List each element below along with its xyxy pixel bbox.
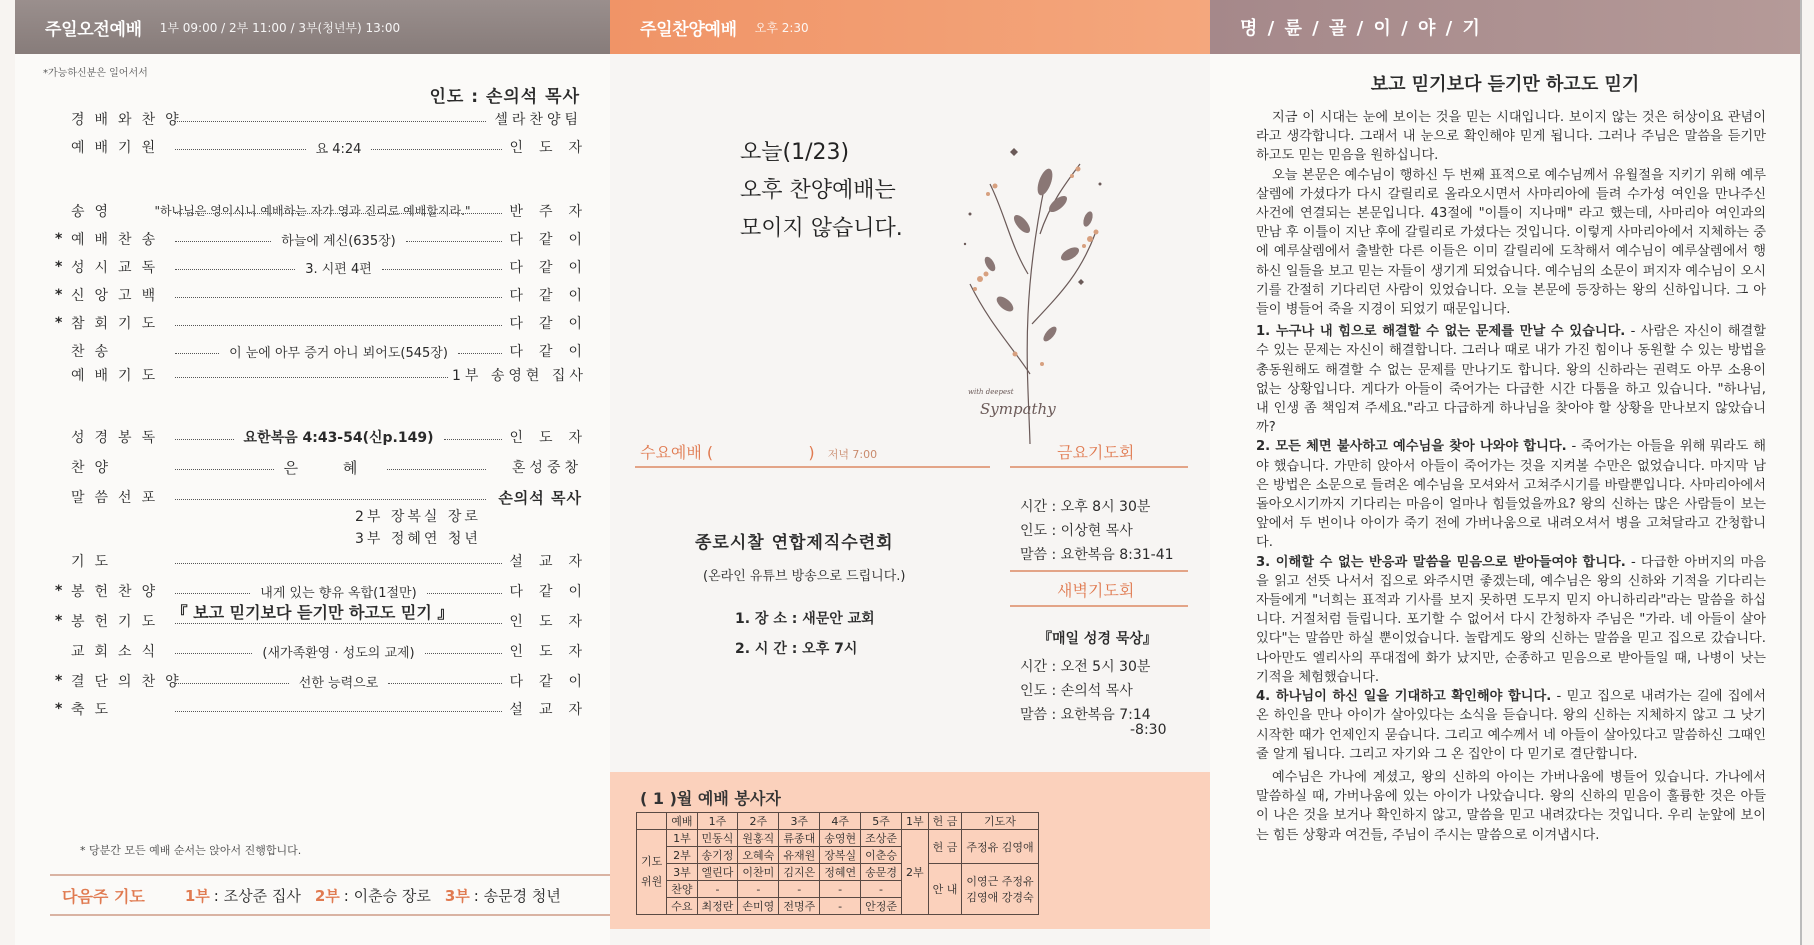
volunteer-service: 2부 [667,847,697,864]
point-2-head: 2. 모든 체면 불사하고 예수님을 찾아 나와야 합니다. [1256,439,1567,455]
leader-dots [175,439,234,440]
volunteer-name: 안정준 [861,898,902,915]
order-detail: 은 혜 [283,458,378,477]
order-item: 신앙고백 [71,288,166,304]
order-row [55,550,598,572]
order-row [55,364,587,386]
order-person: 인도자 [509,430,599,446]
morning-title: 주일오전예배 [45,19,142,40]
volunteer-col-head: 헌 금 [928,813,962,830]
praise-time: 오후 2:30 [754,20,809,35]
prayer-2: 2부 장복실 장로 [355,509,481,525]
standing-mark: * [55,315,63,331]
leader-dots [175,377,448,378]
wednesday-head [640,440,877,463]
order-person: 인도자 [509,140,599,156]
order-row [55,136,599,158]
point-4-head: 4. 하나님이 하신 일을 기대하고 확인해야 합니다. [1256,689,1552,705]
meditation-article-title: 보고 믿기보다 듣기만 하고도 믿기 [1370,74,1640,95]
leader-dots [371,149,502,150]
standing-note: *가능하신분은 일어서서 [43,68,148,79]
volunteer-name: - [697,881,738,898]
sermon-title: 『 보고 믿기보다 듣기만 하고도 믿기 』 [171,603,454,622]
dawn-head: 새벽기도회 [1057,581,1135,600]
order-row [55,426,599,448]
volunteer-col-head: 1주 [697,813,738,830]
leader-dots [175,711,502,712]
order-row [55,640,599,662]
wednesday-rule [635,466,990,468]
point-1 [1256,322,1766,437]
dawn-time: 시간 : 오전 5시 30분 [1020,659,1151,675]
order-person: 다같이 [509,232,598,248]
order-item: 결단의찬양 [71,674,189,690]
order-item: 봉헌찬양 [71,584,166,600]
volunteer-guide-names [962,864,1038,915]
order-person: 다같이 [509,344,598,360]
order-row [55,456,582,478]
order-row [55,670,599,692]
morning-order-column [15,54,610,945]
point-1-text: - 사람은 자신이 해결할 수 있는 문제는 자신이 해결합니다. 그러나 때로 내가 가진 힘이나 동원할 수 있는 방법을 총동원해도 해결할 수 없는 문제를 만나기도 합니다. 왕의 신하라는 권력도 아무 소용이 없는 상황입니다. 게다가 아들이 죽어가는 다급한 시간 다툼을 하고 있습니다. "하나님, 내 인생 좀 책임져 주세요."라고 다급하게 하나님을 찾아야 할 상황을 만나보지 않았습니까? [1256,324,1766,436]
order-row [55,340,598,362]
friday-rule [1010,466,1188,468]
volunteer-name: 류종대 [779,830,820,847]
order-person: 다같이 [509,288,598,304]
volunteer-row [637,864,1039,881]
standing-mark: * [55,583,63,599]
volunteer-header-row [637,813,1039,830]
order-person: 인도자 [509,614,598,630]
dawn-title: 『매일 성경 묵상』 [1038,631,1157,647]
order-item: 참회기도 [71,316,166,332]
leader-dots [458,353,502,354]
dawn-word-cont: -8:30 [1130,722,1167,738]
next-prayer-3-name: : 송문경 청년 [473,886,561,905]
leader-dots [175,563,502,564]
friday-head: 금요기도회 [1057,443,1135,462]
leader-dots [382,269,502,270]
order-person: 설교자 [509,702,598,718]
volunteer-name: 민동식 [697,830,738,847]
order-row [55,256,598,278]
order-row [55,698,598,720]
order-row [55,284,598,306]
dawn-word: 말씀 : 요한복음 7:14 [1020,707,1151,723]
order-item: 성경봉독 [71,430,166,446]
meditation-header-bar [1210,0,1800,54]
next-prayer-1-part: 1부 [184,886,210,905]
volunteer-col-head: 3주 [779,813,820,830]
volunteer-name: 원홍직 [738,830,779,847]
flower-illustration [950,124,1110,454]
order-person: 다같이 [509,674,599,690]
wednesday-head-label: 수요예배 ( [640,443,714,462]
next-prayer-2-name: : 이춘승 장로 [343,886,431,905]
friday-word: 말씀 : 요한복음 8:31-41 [1020,547,1174,563]
order-item: 말씀선포 [71,490,166,506]
order-detail: 이 눈에 아무 증거 아니 뵈어도(545장) [229,345,448,361]
seated-note: * 당분간 모든 예배 순서는 앉아서 진행합니다. [80,844,302,857]
order-item: 봉헌기도 [71,614,166,630]
next-week-prayer [50,874,610,916]
point-3-head: 3. 이해할 수 없는 반응과 말씀을 믿음으로 받아들여야 합니다. [1256,554,1626,570]
leader-dots [175,213,502,214]
next-prayer-2-part: 2부 [314,886,340,905]
volunteer-corner [637,813,667,830]
page-edge [1800,0,1802,945]
point-2-text: - 죽어가는 아들을 위해 뭐라도 해야 했습니다. 가만히 앉아서 아들이 죽어가는 것을 지켜볼 수만은 없었습니다. 마지막 남은 방법은 소문으로 들려온 예수님을 모셔와서 고쳐주시기를 바랄뿐입니다. 사마리아에서 돌아오시기까지 기다리는 마음이 얼마나 힘들었을까요? 왕의 신하는 많은 사람들이 보는 앞에서 두 번이나 아이가 죽기 전에 가버나움으로 내려오셔서 병을 고쳐달라고 간청합니다. [1256,439,1766,551]
paragraph-closing: 예수님은 가나에 계셨고, 왕의 신하의 아이는 가버나움에 병들어 있습니다. 가나에서 말씀하실 때, 가버나움에 있는 아이가 나았습니다. 왕의 신하의 믿음이 훌륭한 것은 아들이 나은 것을 보거나 확인하지 않고, 말씀을 믿고 내려갔다는 것입니다. 우리 눈앞에 보이는 힘든 상황과 여건들, 주님이 주시는 말씀으로 이겨냅시다. [1256,769,1766,843]
order-detail: 3. 시편 4편 [305,261,372,277]
order-detail: 요 4:24 [315,141,362,157]
volunteer-name: 손미영 [738,898,779,915]
leader-dots [444,439,503,440]
wednesday-place: 1. 장 소 : 새문안 교회 [735,611,875,627]
order-row [55,228,598,250]
meditation-body [1256,108,1766,845]
order-item: 예배찬송 [71,232,166,248]
volunteer-name: 오혜숙 [738,847,779,864]
volunteer-name: 이찬미 [738,864,779,881]
volunteer-name: 전명주 [779,898,820,915]
order-row [55,312,598,334]
order-detail: 하늘에 계신(635장) [281,233,396,249]
leader-dots [175,241,271,242]
volunteer-name: - [738,881,779,898]
order-item: 교회소식 [71,644,166,660]
volunteer-title: ( 1 )월 예배 봉사자 [640,789,781,808]
volunteer-guide-line: 이영근 주정유 [966,875,1034,888]
leader-dots [175,297,502,298]
next-prayer-3-part: 3부 [444,886,470,905]
volunteer-name: - [861,881,902,898]
order-item: 예배기원 [71,140,166,156]
order-item: 예배기도 [71,368,166,384]
order-detail: 선한 능력으로 [298,675,379,691]
order-item: 경배와찬양 [71,112,189,128]
volunteer-name: 송기정 [697,847,738,864]
leader-dots [406,241,502,242]
order-item: 찬송 [71,344,119,360]
volunteer-name: 송영현 [820,830,861,847]
leader-dots [175,469,274,470]
volunteer-col-head: 2주 [738,813,779,830]
volunteer-name: 유재원 [779,847,820,864]
point-3-text: - 다급한 아버지의 마음을 읽고 선뜻 나서서 집으로 와주시면 좋겠는데, 예수님은 왕의 신하와 기적을 기다리는 자들에게 "너희는 표적과 기사를 보지 못하면 도무지 믿지 아니하리라"라는 말씀을 하십니다. 거절처럼 들립니다. 포기할 수 없어서 다시 간청하자 주님은 "가라. 네 아들이 살아있다"는 말씀만 하실 뿐이었습니다. 놀랍게도 왕의 신하는 말씀을 믿고 집으로 갔습니다. 나아만도 엘리사의 푸대접에 화가 났지만, 순종하고 믿음으로 받아들일 때, 나병이 낫는 기적을 체험했습니다. [1256,554,1766,685]
order-item: 기도 [71,554,119,570]
volunteer-guide-label: 안 내 [928,864,962,915]
standing-mark: * [55,231,63,247]
leader-dots [175,269,295,270]
order-person: 다같이 [509,316,598,332]
volunteer-name: 장복실 [820,847,861,864]
wednesday-time: 저녁 7:00 [827,448,878,461]
flower-script-large: Sympathy [980,400,1056,418]
prayer-3: 3부 정혜연 청년 [355,531,481,547]
point-3 [1256,553,1766,687]
order-row [55,610,598,632]
volunteer-name: 송문경 [861,864,902,881]
service-leader: 인도 : 손의석 목사 [429,87,580,107]
leader-dots [175,593,250,594]
volunteer-row [637,830,1039,847]
leader-dots [425,653,502,654]
volunteer-side-label: 기도 위원 [637,830,667,915]
announce-line-3: 모이지 않습니다. [740,216,903,241]
order-item: 축도 [71,702,119,718]
order-detail: (새가족환영 · 성도의 교제) [262,645,415,661]
praise-header-bar [610,0,1210,54]
volunteer-name: 정혜연 [820,864,861,881]
volunteer-name: 최정란 [697,898,738,915]
meditation-title: 명 / 륜 / 골 / 이 / 야 / 기 [1240,18,1482,39]
volunteer-offer-label: 헌 금 [928,830,962,864]
morning-times: 1부 09:00 / 2부 11:00 / 3부(청년부) 13:00 [159,20,401,35]
order-row [55,200,598,222]
next-prayer-label: 다음주 기도 [62,886,145,906]
order-row [55,108,582,130]
order-detail: 요한복음 4:43-54(신p.149) [243,430,434,446]
wednesday-when: 2. 시 간 : 오후 7시 [735,641,858,657]
volunteer-offer-names: 주정유 김영애 [962,830,1038,864]
wednesday-head-close: ) [808,443,815,462]
friday-time: 시간 : 오후 8시 30분 [1020,499,1151,515]
volunteer-col-head: 기도자 [962,813,1038,830]
leader-dots [175,121,486,122]
dawn-leader: 인도 : 손의석 목사 [1020,683,1133,699]
leader-dots [175,325,502,326]
volunteer-service: 수요 [667,898,697,915]
leader-dots [387,469,486,470]
order-person: 인도자 [509,644,599,660]
order-person: 손의석 목사 [498,488,582,507]
friday-leader: 인도 : 이상현 목사 [1020,523,1133,539]
order-person: 다같이 [509,584,598,600]
next-prayer-1-name: : 조상준 집사 [213,886,301,905]
order-row [55,580,598,602]
volunteer-service: 1부 [667,830,697,847]
paragraph-context: 오늘 본문은 예수님이 행하신 두 번째 표적으로 예수님께서 유월절을 지키기 위해 예루살렘에 가셨다가 다시 갈릴리로 올라오시면서 사마리아에 들려 수가성 여인을 만나주신 사건에 연결되는 본문입니다. 43절에 "이틀이 지나매" 라고 했는데, 사마리아 여인과의 만남 후 이틀이 지난 후에 갈릴리로 가셨다는 것입니다. 이렇게 사마리아에서 지체하는 중에 예루살렘에서 출발한 다른 이들은 이미 갈릴리에 도착해서 예수님이 예루살렘에서 행하신 일들을 보고 믿는 자들이 생기게 되었습니다. 예수님의 소문이 퍼지자 예수님이 오시기를 간절히 기다리던 사람이 있었습니다. 오늘 본문에 등장하는 왕의 신하입니다. 그 아들이 병들어 죽을 지경이 되었기 때문입니다. [1256,167,1766,318]
wednesday-event-note: (온라인 유튜브 방송으로 드립니다.) [703,569,906,584]
standing-mark: * [55,287,63,303]
order-item: 성시교독 [71,260,166,276]
volunteer-name: 엘린다 [697,864,738,881]
standing-mark: * [55,259,63,275]
order-person: 반주자 [509,204,598,220]
leader-dots [175,499,486,500]
order-item: 찬양 [71,460,119,476]
leader-dots [388,683,502,684]
order-item: 송영 [71,204,119,220]
dawn-rule [1010,605,1188,607]
volunteer-name: 조상준 [861,830,902,847]
order-person: 다같이 [509,260,598,276]
announce-line-2: 오후 찬양예배는 [740,178,896,203]
flower-script-small: with deepest [968,388,1014,396]
leader-dots [175,653,252,654]
order-person: 혼성중창 [511,460,582,476]
standing-mark: * [55,701,63,717]
volunteer-service: 3부 [667,864,697,881]
volunteer-col-head: 예배 [667,813,697,830]
praise-column [610,54,1210,945]
order-person: 셀라찬양팀 [494,112,582,128]
wednesday-event-title: 종로시찰 연합제직수련회 [695,533,894,553]
dawn-rule-top [1010,570,1188,572]
volunteer-name: - [779,881,820,898]
order-detail: 내게 있는 향유 옥합(1절만) [260,585,417,601]
leader-dots [175,683,289,684]
morning-header-bar [15,0,610,54]
volunteer-name: - [820,881,861,898]
standing-mark: * [55,613,63,629]
cancel-announcement [740,134,903,248]
volunteer-name: 김지은 [779,864,820,881]
volunteer-col-head: 1부 [901,813,928,830]
order-person: 1부 송영현 집사 [452,368,587,384]
volunteer-table [636,812,1039,915]
leader-dots [175,353,219,354]
leader-dots [175,149,306,150]
volunteer-guide-line: 김영애 강경숙 [966,891,1034,904]
standing-mark: * [55,673,63,689]
order-person: 설교자 [509,554,598,570]
volunteer-col-head: 5주 [861,813,902,830]
volunteer-name: 이춘승 [861,847,902,864]
announce-line-1: 오늘(1/23) [740,140,850,165]
leader-dots [175,623,502,624]
leader-dots [427,593,502,594]
praise-title: 주일찬양예배 [640,19,737,40]
volunteer-col-head: 4주 [820,813,861,830]
paragraph-intro: 지금 이 시대는 눈에 보이는 것을 믿는 시대입니다. 보이지 않는 것은 허상이요 관념이라고 생각합니다. 그래서 내 눈으로 확인해야 믿게 됩니다. 그러나 주님은 말씀을 듣기만 하고도 믿는 믿음을 원하십니다. [1256,110,1766,164]
volunteer-name: - [820,898,861,915]
worship-quote: "하나님은 영이시니 예배하는 자가 영과 진리로 예배할지라." [154,204,471,218]
point-1-head: 1. 누구나 내 힘으로 해결할 수 없는 문제를 만날 수 있습니다. [1256,324,1626,340]
order-row [55,486,582,508]
point-4 [1256,687,1766,764]
point-4-text: - 믿고 집으로 내려가는 길에 집에서 온 하인을 만나 아이가 살아있다는 소식을 듣습니다. 왕의 신하는 지체하지 않고 그 낫기 시작한 때가 언제인지 묻습니다. 그리고 예수께서 네 아들이 살아있다고 말씀하신 그때인 줄 알게 됩니다. 그리고 자기와 그 온 집안이 다 믿기로 결단합니다. [1256,689,1766,762]
point-2 [1256,437,1766,552]
volunteer-part: 2부 [901,830,928,915]
volunteer-service: 찬양 [667,881,697,898]
meditation-column [1210,54,1800,945]
